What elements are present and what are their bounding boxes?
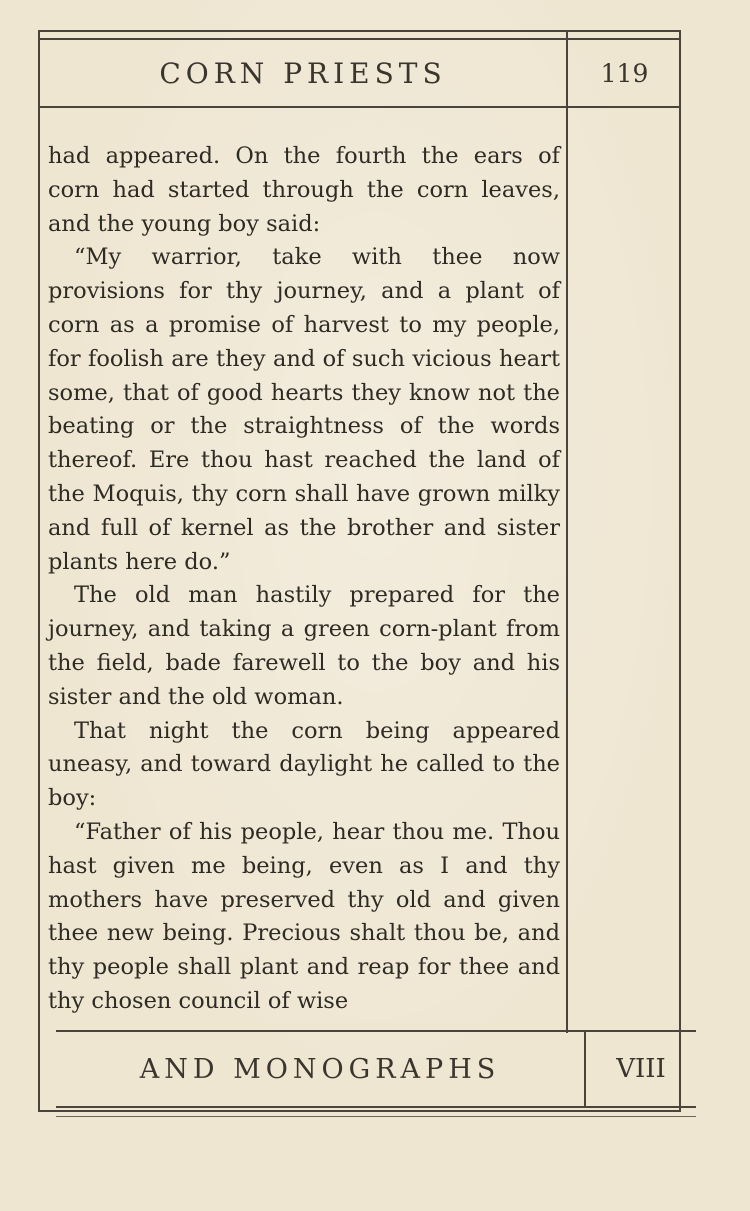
bottom-rule (56, 1116, 696, 1117)
paragraph: “Father of his people, hear thou me. Thou hast given me being, even as I and thy mothers have preserved thy old and given thee new being. Precious shalt thou be, and thy people shall plant and reap for thee and thy chosen council of wise (48, 818, 560, 1014)
running-header (38, 38, 681, 108)
running-footer (56, 1030, 696, 1108)
body-text (48, 140, 560, 1019)
text-column-rule (566, 108, 568, 1033)
header-title: CORN PRIESTS (159, 56, 447, 90)
paragraph: The old man hastily prepared for the journey, and taking a green corn-plant from the field, bade farewell to the boy and his sister and the old woman. (48, 582, 560, 710)
paragraph: That night the corn being appeared uneasy, and toward daylight he called to the boy: (48, 717, 560, 812)
footer-title: AND MONOGRAPHS (139, 1053, 501, 1085)
paragraph: had appeared. On the fourth the ears of corn had started through the corn leaves, and the young boy said: (48, 143, 560, 237)
page-number: 119 (600, 58, 649, 88)
paragraph: “My warrior, take with thee now provisions for thy journey, and a plant of corn as a promise of harvest to my people, for foolish are they and of such vicious heart some, that of good hearts they know not the beating or the straightness of the words thereof. Ere thou hast reached the land of the Moquis, thy corn shall have grown milky and full of kernel as the brother and sister plants here do.” (48, 244, 560, 575)
volume-number: VIII (616, 1054, 666, 1084)
